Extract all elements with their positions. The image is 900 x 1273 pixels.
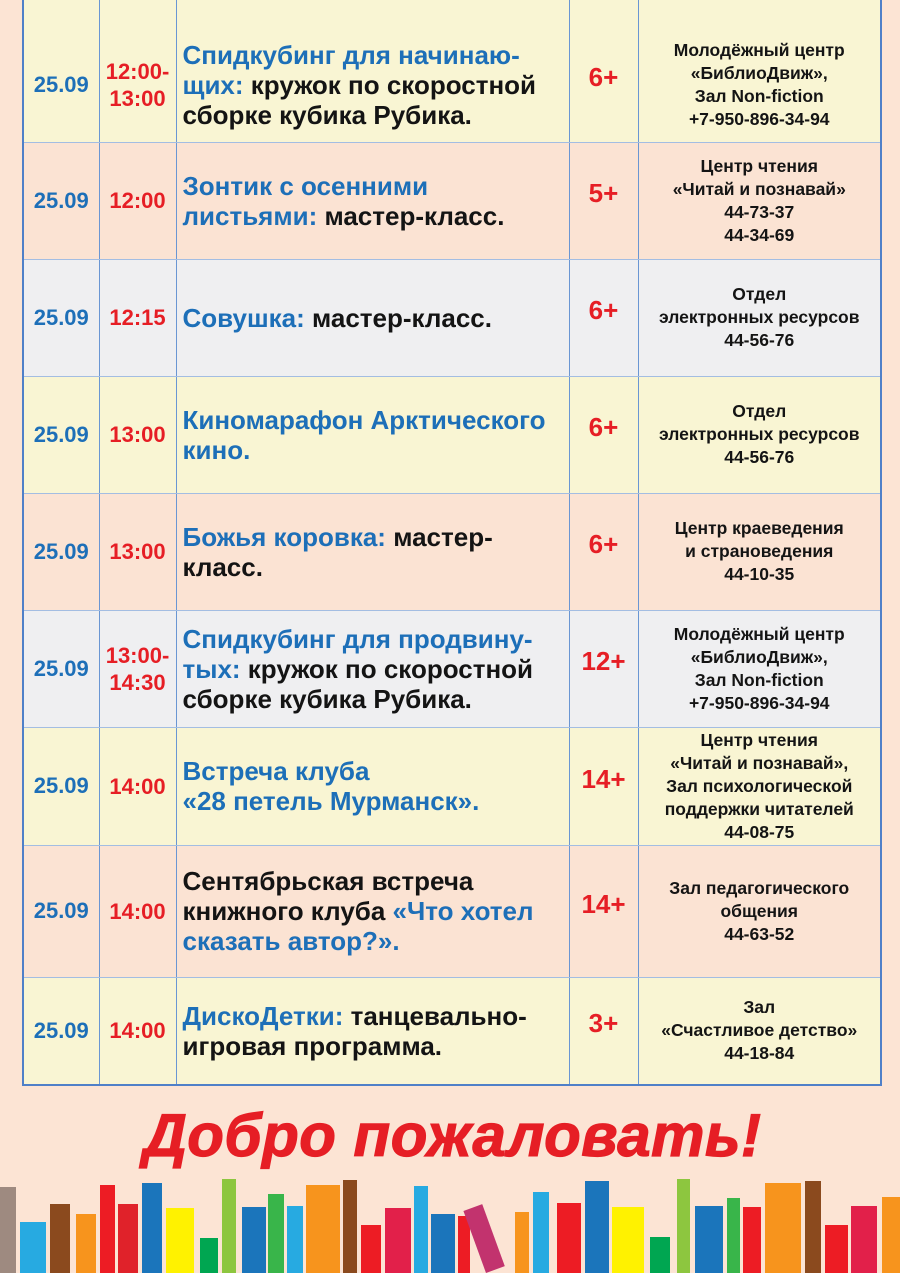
event-row	[23, 0, 881, 142]
event-title-name: Спидкубинг для начинаю- щих:	[182, 39, 520, 100]
event-row	[23, 977, 881, 1085]
event-title-description: мастер-класс.	[317, 200, 505, 231]
event-title	[176, 727, 569, 845]
event-title	[176, 259, 569, 376]
welcome-heading: Добро пожаловать!	[143, 1102, 762, 1169]
book-spine	[222, 1179, 236, 1273]
event-title-name: ДискоДетки:	[182, 1000, 344, 1031]
event-time: 13:00	[99, 493, 176, 610]
book-spine	[431, 1214, 455, 1273]
book-spine	[882, 1197, 900, 1273]
book-spine	[612, 1207, 644, 1273]
book-spine	[557, 1203, 581, 1273]
event-row	[23, 727, 881, 845]
event-time: 13:00- 14:30	[99, 610, 176, 727]
book-spine	[765, 1183, 801, 1273]
event-date: 25.09	[23, 493, 99, 610]
book-spine	[142, 1183, 162, 1273]
book-spine	[20, 1222, 46, 1273]
age-rating: 3+	[569, 977, 638, 1085]
event-venue: Отдел электронных ресурсов 44-56-76	[638, 376, 881, 493]
event-venue: Зал педагогического общения 44-63-52	[638, 845, 881, 977]
book-spine	[414, 1186, 428, 1273]
event-title-name: «Что хотел сказать автор?».	[182, 896, 534, 956]
bookshelf-decoration	[0, 1176, 900, 1273]
event-title-description: кружок по скоростной сборке кубика Рубика.	[182, 653, 534, 714]
book-spine	[166, 1208, 194, 1273]
event-title-description: мастер-класс.	[304, 302, 492, 333]
book-spine	[268, 1194, 284, 1273]
event-title-description: танцевально- игровая программа.	[182, 1000, 527, 1061]
event-title	[176, 610, 569, 727]
event-row	[23, 610, 881, 727]
event-date: 25.09	[23, 142, 99, 259]
book-spine	[0, 1187, 16, 1273]
event-title-name: Зонтик с осенними листьями:	[182, 170, 429, 231]
age-rating: 5+	[569, 142, 638, 259]
book-spine	[533, 1192, 549, 1273]
book-spine	[727, 1198, 740, 1273]
event-date: 25.09	[23, 610, 99, 727]
book-spine	[805, 1181, 821, 1273]
book-spine	[242, 1207, 266, 1273]
book-spine	[50, 1204, 70, 1273]
event-title	[176, 376, 569, 493]
event-title-name: Встреча клуба «28 петель Мурманск».	[182, 756, 480, 816]
age-rating: 6+	[569, 493, 638, 610]
event-venue: Зал «Счастливое детство» 44-18-84	[638, 977, 881, 1085]
event-venue: Молодёжный центр «БиблиоДвиж», Зал Non-fiction +7-950-896-34-94	[638, 0, 881, 142]
event-row	[23, 142, 881, 259]
event-title-name: Спидкубинг для продвину- тых:	[182, 623, 533, 684]
event-time: 12:00- 13:00	[99, 0, 176, 142]
event-venue: Молодёжный центр «БиблиоДвиж», Зал Non-fiction +7-950-896-34-94	[638, 610, 881, 727]
event-row	[23, 376, 881, 493]
event-time: 14:00	[99, 727, 176, 845]
event-time: 12:15	[99, 259, 176, 376]
book-spine	[851, 1206, 877, 1273]
book-spine	[825, 1225, 848, 1273]
book-spine	[343, 1180, 357, 1273]
book-spine	[385, 1208, 411, 1273]
event-date: 25.09	[23, 727, 99, 845]
event-date: 25.09	[23, 977, 99, 1085]
event-time: 14:00	[99, 977, 176, 1085]
age-rating: 6+	[569, 259, 638, 376]
age-rating: 6+	[569, 376, 638, 493]
event-date: 25.09	[23, 376, 99, 493]
event-date: 25.09	[23, 0, 99, 142]
book-spine	[743, 1207, 761, 1273]
event-title-description: мастер- класс.	[182, 521, 493, 582]
event-venue: Центр чтения «Читай и познавай» 44-73-37 44-34-69	[638, 142, 881, 259]
book-spine	[677, 1179, 690, 1273]
book-spine	[118, 1204, 138, 1273]
event-title-description: Сентябрьская встреча книжного клуба	[182, 866, 474, 926]
event-title-description: кружок по скоростной сборке кубика Рубика.	[182, 69, 537, 130]
event-row	[23, 493, 881, 610]
age-rating: 14+	[569, 845, 638, 977]
book-spine	[306, 1185, 340, 1273]
event-time: 14:00	[99, 845, 176, 977]
event-date: 25.09	[23, 259, 99, 376]
event-title-name: Киномарафон Арктического кино.	[182, 404, 546, 465]
event-venue: Центр чтения «Читай и познавай», Зал психологической поддержки читателей 44-08-75	[638, 727, 881, 845]
event-venue: Отдел электронных ресурсов 44-56-76	[638, 259, 881, 376]
event-row	[23, 259, 881, 376]
book-spine	[650, 1237, 670, 1273]
book-spine	[361, 1225, 381, 1273]
book-spine	[76, 1214, 96, 1273]
age-rating: 12+	[569, 610, 638, 727]
event-time: 13:00	[99, 376, 176, 493]
book-spine	[515, 1212, 529, 1273]
book-spine	[695, 1206, 723, 1273]
event-title-name: Совушка:	[182, 302, 305, 333]
event-title	[176, 845, 569, 977]
event-time: 12:00	[99, 142, 176, 259]
event-row	[23, 845, 881, 977]
book-spine	[585, 1181, 609, 1273]
event-title-name: Божья коровка:	[182, 521, 386, 552]
event-schedule-table	[22, 0, 882, 1086]
book-spine	[287, 1206, 303, 1273]
event-venue: Центр краеведения и страноведения 44-10-35	[638, 493, 881, 610]
event-title	[176, 142, 569, 259]
book-spine	[100, 1185, 115, 1273]
book-spine	[200, 1238, 218, 1273]
age-rating: 14+	[569, 727, 638, 845]
event-title	[176, 493, 569, 610]
event-title	[176, 977, 569, 1085]
event-title	[176, 0, 569, 142]
age-rating: 6+	[569, 0, 638, 142]
event-date: 25.09	[23, 845, 99, 977]
